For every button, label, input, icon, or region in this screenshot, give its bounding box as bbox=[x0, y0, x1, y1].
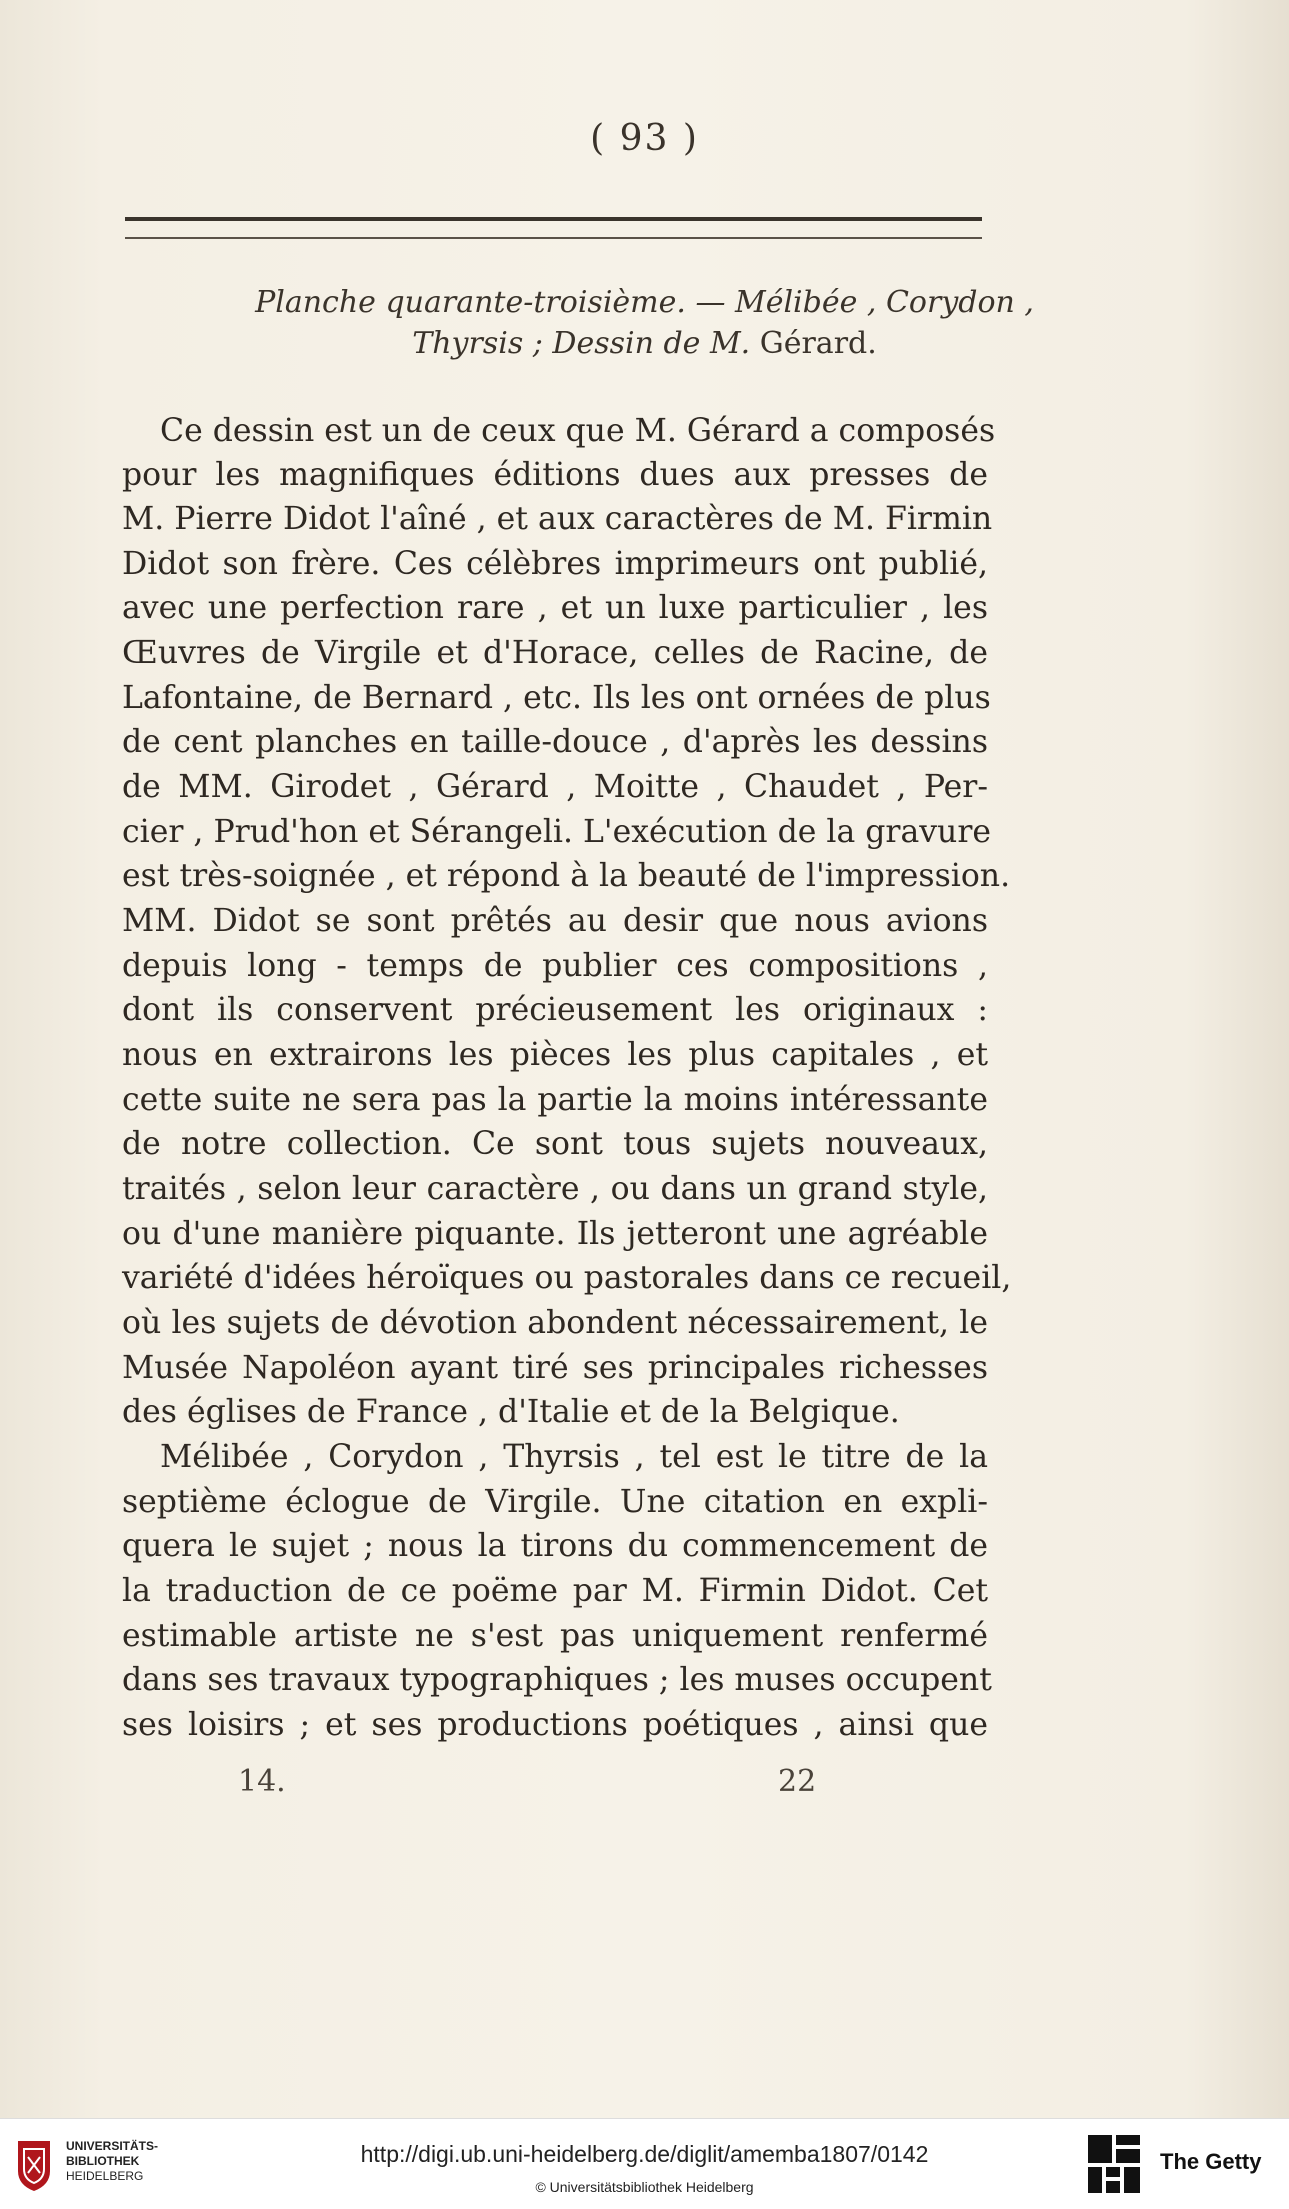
text-line: nous en extrairons les pièces les plus capitales , et bbox=[122, 1037, 988, 1073]
signature-marks bbox=[0, 1764, 1289, 1804]
text-line: de notre collection. Ce sont tous sujets nouveaux, bbox=[122, 1126, 988, 1162]
text-line: la traduction de ce poëme par M. Firmin Didot. Cet bbox=[122, 1573, 988, 1609]
text-line: des églises de France , d'Italie et de la Belgique. bbox=[122, 1394, 900, 1430]
text-line: quera le sujet ; nous la tirons du commencement de bbox=[122, 1528, 988, 1564]
text-line: de MM. Girodet , Gérard , Moitte , Chaudet , Per- bbox=[122, 769, 988, 805]
text-line: ou d'une manière piquante. Ils jetteront une agréable bbox=[122, 1216, 988, 1252]
header-rule-thin bbox=[125, 237, 982, 239]
plate-heading-line-1 bbox=[0, 285, 1289, 320]
plate-heading-line-2 bbox=[0, 326, 1289, 361]
text-line: estimable artiste ne s'est pas uniquement renfermé bbox=[122, 1618, 988, 1654]
viewer-footer bbox=[0, 2118, 1289, 2209]
text-line: septième éclogue de Virgile. Une citation en expli- bbox=[122, 1484, 988, 1520]
text-line: ses loisirs ; et ses productions poétiques , ainsi que bbox=[122, 1707, 988, 1743]
text-line: M. Pierre Didot l'aîné , et aux caractères de M. Firmin bbox=[122, 501, 993, 537]
text-line: Musée Napoléon ayant tiré ses principales richesses bbox=[122, 1350, 988, 1386]
text-line: avec une perfection rare , et un luxe particulier , les bbox=[122, 590, 988, 626]
copyright-notice: © Universitätsbibliothek Heidelberg bbox=[535, 2179, 754, 2195]
text-line: MM. Didot se sont prêtés au desir que nous avions bbox=[122, 903, 988, 939]
text-line: cette suite ne sera pas la partie la moins intéressante bbox=[122, 1082, 988, 1118]
text-line: Ce dessin est un de ceux que M. Gérard a composés bbox=[160, 413, 996, 449]
gathering-number: 22 bbox=[778, 1764, 817, 1799]
text-line: variété d'idées héroïques ou pastorales dans ce recueil, bbox=[122, 1260, 1012, 1296]
text-line: cier , Prud'hon et Sérangeli. L'exécution de la gravure bbox=[122, 814, 992, 850]
plate-title: Planche quarante-troisième. — bbox=[255, 285, 735, 320]
text-line: Didot son frère. Ces célèbres imprimeurs ont publié, bbox=[122, 546, 988, 582]
text-line: Mélibée , Corydon , Thyrsis , tel est le titre de la bbox=[160, 1439, 988, 1475]
getty-logo-icon bbox=[1086, 2133, 1142, 2195]
text-line: pour les magnifiques éditions dues aux presses de bbox=[122, 457, 988, 493]
text-line: dont ils conservent précieusement les originaux : bbox=[122, 992, 988, 1028]
page-number: ( 93 ) bbox=[590, 118, 699, 159]
text-line: est très-soignée , et répond à la beauté de l'impression. bbox=[122, 858, 1011, 894]
text-line: traités , selon leur caractère , ou dans un grand style, bbox=[122, 1171, 988, 1207]
text-line: où les sujets de dévotion abondent nécessairement, le bbox=[122, 1305, 988, 1341]
text-line: Lafontaine, de Bernard , etc. Ils les ont ornées de plus bbox=[122, 680, 991, 716]
plate-credit: Thyrsis ; Dessin de M. bbox=[412, 326, 760, 361]
text-line: Œuvres de Virgile et d'Horace, celles de Racine, de bbox=[122, 635, 988, 671]
text-line: dans ses travaux typographiques ; les muses occupent bbox=[122, 1662, 992, 1698]
header-rule-thick bbox=[125, 217, 982, 221]
text-line: de cent planches en taille-douce , d'après les dessins bbox=[122, 724, 988, 760]
library-name: UNIVERSITÄTS- BIBLIOTHEK HEIDELBERG bbox=[66, 2139, 159, 2183]
permalink-url[interactable]: http://digi.ub.uni-heidelberg.de/diglit/amemba1807/0142 bbox=[360, 2141, 929, 2167]
plate-artist: Gérard. bbox=[759, 326, 877, 361]
plate-subjects: Mélibée , Corydon , bbox=[734, 285, 1034, 320]
text-line: depuis long - temps de publier ces compositions , bbox=[122, 948, 988, 984]
signature-mark: 14. bbox=[238, 1764, 286, 1799]
getty-name: The Getty bbox=[1160, 2149, 1262, 2174]
